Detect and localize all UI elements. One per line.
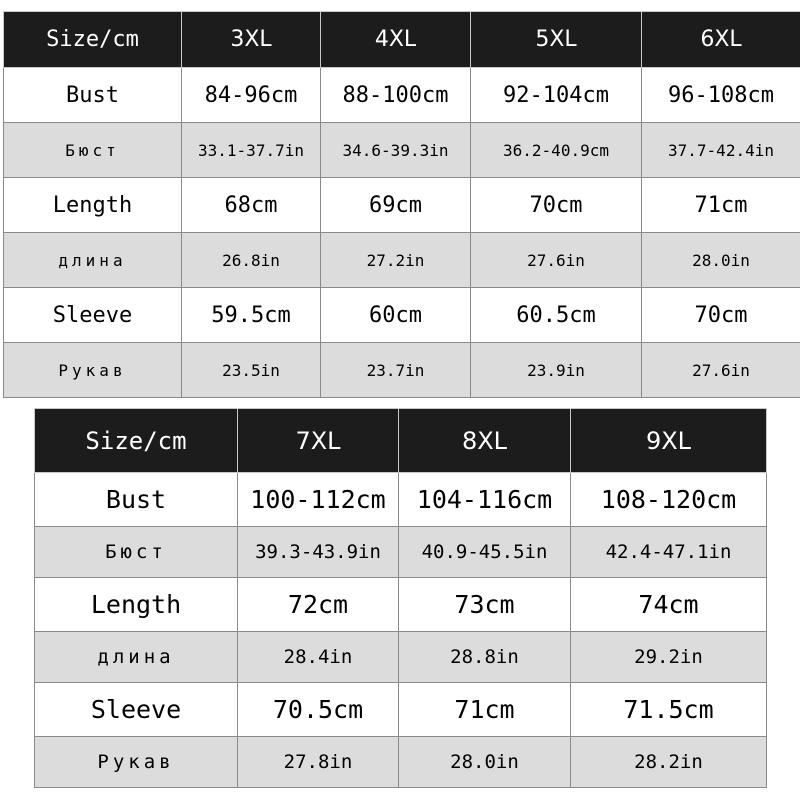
row-label-russian: длина <box>4 233 182 288</box>
measurement-cell: 70cm <box>642 288 800 343</box>
measurement-cell: 39.3-43.9in <box>238 527 399 578</box>
measurement-cell: 28.0in <box>642 233 800 288</box>
size-header: 5XL <box>471 12 642 68</box>
size-header: 8XL <box>399 409 571 473</box>
measurement-cell: 23.5in <box>182 343 321 398</box>
length-cm-row <box>35 578 767 632</box>
size-unit-header: Size/cm <box>35 409 238 473</box>
sleeve-cm-row <box>35 683 767 737</box>
size-header: 3XL <box>182 12 321 68</box>
measurement-cell: 70cm <box>471 178 642 233</box>
size-chart-table-7xl-9xl <box>34 408 767 788</box>
measurement-cell: 28.8in <box>399 632 571 683</box>
row-label: Length <box>35 578 238 632</box>
measurement-cell: 71cm <box>642 178 800 233</box>
measurement-cell: 69cm <box>321 178 471 233</box>
row-label-russian: Рукав <box>4 343 182 398</box>
sleeve-in-row <box>35 737 767 788</box>
measurement-cell: 34.6-39.3in <box>321 123 471 178</box>
row-label-russian: длина <box>35 632 238 683</box>
measurement-cell: 27.2in <box>321 233 471 288</box>
measurement-cell: 68cm <box>182 178 321 233</box>
measurement-cell: 40.9-45.5in <box>399 527 571 578</box>
measurement-cell: 92-104cm <box>471 68 642 123</box>
measurement-cell: 104-116cm <box>399 473 571 527</box>
measurement-cell: 42.4-47.1in <box>571 527 767 578</box>
measurement-cell: 60.5cm <box>471 288 642 343</box>
header-row <box>4 12 800 68</box>
size-chart-table-3xl-6xl <box>3 11 800 398</box>
row-label: Sleeve <box>4 288 182 343</box>
length-in-row <box>4 233 800 288</box>
measurement-cell: 28.2in <box>571 737 767 788</box>
bust-cm-row <box>35 473 767 527</box>
measurement-cell: 27.6in <box>471 233 642 288</box>
size-header: 9XL <box>571 409 767 473</box>
sleeve-in-row <box>4 343 800 398</box>
bust-cm-row <box>4 68 800 123</box>
measurement-cell: 26.8in <box>182 233 321 288</box>
row-label-russian: Бюст <box>4 123 182 178</box>
measurement-cell: 29.2in <box>571 632 767 683</box>
header-row <box>35 409 767 473</box>
measurement-cell: 100-112cm <box>238 473 399 527</box>
measurement-cell: 74cm <box>571 578 767 632</box>
row-label: Sleeve <box>35 683 238 737</box>
measurement-cell: 27.8in <box>238 737 399 788</box>
bust-in-row <box>4 123 800 178</box>
measurement-cell: 88-100cm <box>321 68 471 123</box>
size-header: 7XL <box>238 409 399 473</box>
measurement-cell: 27.6in <box>642 343 800 398</box>
length-in-row <box>35 632 767 683</box>
row-label-russian: Рукав <box>35 737 238 788</box>
measurement-cell: 23.7in <box>321 343 471 398</box>
measurement-cell: 108-120cm <box>571 473 767 527</box>
measurement-cell: 28.0in <box>399 737 571 788</box>
size-unit-header: Size/cm <box>4 12 182 68</box>
measurement-cell: 36.2-40.9cm <box>471 123 642 178</box>
length-cm-row <box>4 178 800 233</box>
measurement-cell: 73cm <box>399 578 571 632</box>
row-label: Length <box>4 178 182 233</box>
measurement-cell: 59.5cm <box>182 288 321 343</box>
sleeve-cm-row <box>4 288 800 343</box>
measurement-cell: 96-108cm <box>642 68 800 123</box>
measurement-cell: 70.5cm <box>238 683 399 737</box>
measurement-cell: 23.9in <box>471 343 642 398</box>
row-label: Bust <box>35 473 238 527</box>
measurement-cell: 72cm <box>238 578 399 632</box>
bust-in-row <box>35 527 767 578</box>
measurement-cell: 60cm <box>321 288 471 343</box>
measurement-cell: 71.5cm <box>571 683 767 737</box>
row-label: Bust <box>4 68 182 123</box>
measurement-cell: 71cm <box>399 683 571 737</box>
row-label-russian: Бюст <box>35 527 238 578</box>
measurement-cell: 33.1-37.7in <box>182 123 321 178</box>
measurement-cell: 84-96cm <box>182 68 321 123</box>
size-header: 6XL <box>642 12 800 68</box>
measurement-cell: 37.7-42.4in <box>642 123 800 178</box>
size-header: 4XL <box>321 12 471 68</box>
measurement-cell: 28.4in <box>238 632 399 683</box>
